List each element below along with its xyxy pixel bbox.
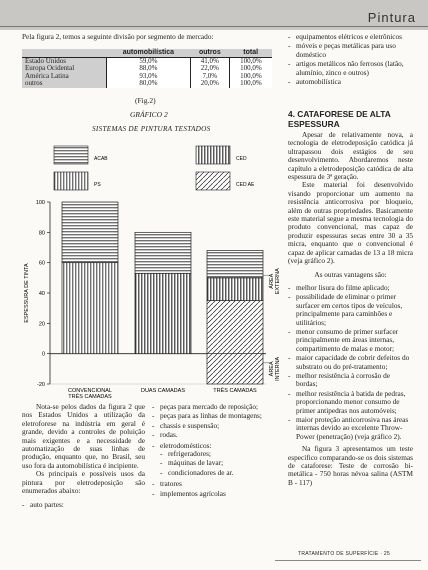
area-annotation: ÁREA	[269, 361, 275, 377]
value-cell: 41,0%	[190, 57, 229, 65]
column-header: total	[229, 49, 272, 57]
value-cell: 100,0%	[229, 57, 272, 65]
list-item: - refrigeradores;	[160, 450, 276, 458]
bar-segment	[207, 301, 263, 354]
value-cell: 100,0%	[229, 80, 272, 88]
bar-segment	[207, 251, 263, 278]
region-cell: Europa Ocidental	[25, 64, 75, 72]
list-item: - peças para as linhas de montagens;	[152, 412, 276, 420]
list-item: - implementos agrícolas	[152, 490, 276, 498]
page-footer: TRATAMENTO DE SUPERFÍCIE · 25	[298, 551, 391, 557]
value-cell: 88,0%	[106, 65, 190, 73]
bar-segment	[135, 232, 191, 273]
list-item: - móveis e peças metálicas para uso doméstico	[288, 42, 413, 59]
list-item: - chassis e suspensão;	[152, 422, 276, 430]
list-item: - melhor lisura do filme aplicado;	[288, 284, 413, 292]
list-item: - rodas.	[152, 431, 276, 439]
value-cell: 80,0%	[106, 80, 190, 88]
y-tick-label: 20	[38, 321, 45, 328]
advantages-list	[288, 284, 413, 441]
y-axis-label: ESPESSURA DE TINTA	[24, 263, 30, 323]
area-annotation: ÁREA	[269, 273, 275, 289]
table-row	[22, 80, 272, 88]
list-item: - melhor resistência à corrosão de bordas;	[288, 372, 413, 389]
intro-text: Pela figura 2, temos a seguinte divisão por segmento de mercado:	[22, 32, 214, 41]
list-item	[152, 442, 276, 478]
paint-systems-chart	[18, 138, 281, 400]
y-tick-label: 40	[38, 291, 45, 297]
bar-segment	[207, 354, 263, 384]
list-item: - possibilidade de eliminar o primer surfacer em certos tipos de veículos, principalmente para caminhões e utilitários;	[288, 293, 413, 327]
left-bottom-column	[22, 403, 145, 511]
y-tick-label: 100	[35, 200, 45, 206]
table-corner	[22, 49, 106, 57]
category-label: CONVENCIONAL	[67, 388, 113, 394]
y-tick-label: 60	[38, 260, 45, 267]
column-header: outros	[190, 49, 229, 57]
list-item: - auto partes:	[22, 501, 145, 509]
legend-swatch	[196, 146, 230, 164]
section-title: Pintura	[367, 10, 416, 25]
legend-swatch	[54, 172, 88, 190]
bar-segment	[62, 202, 118, 263]
category-label: DUAS CAMADAS	[140, 388, 186, 394]
region-cell: América Latina	[25, 71, 69, 80]
auto-parts-list	[152, 403, 276, 498]
figure-caption: (Fig.2)	[135, 96, 156, 105]
header-rule	[0, 26, 428, 27]
value-cell: 7,0%	[190, 73, 229, 81]
value-cell: 93,0%	[106, 73, 190, 81]
area-annotation: INTERNA	[275, 356, 281, 381]
legend-label: CED	[236, 156, 247, 162]
area-annotation: EXTERNA	[275, 268, 281, 295]
value-cell: 20,0%	[190, 80, 229, 88]
y-tick-label: 80	[38, 230, 45, 237]
paragraph: Este material foi desenvolvido visando proporcionar um aumento na resistência anticorrosiva por bloqueio, além de outras propriedades. Basicamente este material segue a mesma tecnologia do produto convencional, mas capaz de produzir espessuras secas entre 30 a 35 micra, enquanto que o convencional é capaz de aplicar camadas de 13 a 18 micra (veja gráfico 2).	[288, 180, 413, 266]
list-item: - condicionadores de ar.	[160, 469, 276, 477]
other-uses-list	[288, 33, 413, 86]
value-cell: 59,0%	[106, 57, 190, 65]
list-item: - equipamentos elétricos e eletrônicos	[288, 33, 413, 41]
column-header: automobilística	[106, 49, 190, 57]
list-item: - artigos metálicos não ferrosos (latão, alumínio, zinco e outros)	[288, 60, 413, 77]
region-cell: outros	[25, 79, 43, 87]
bar-segment	[135, 273, 191, 353]
uses-list	[22, 501, 145, 509]
legend-label: CED AE	[236, 182, 255, 188]
list-item: - tratores	[152, 480, 276, 488]
paragraph: Os principais e possíveis usos da pintura por eletrodeposição são enumerados abaixo:	[22, 469, 145, 496]
list-item: - automobilística	[288, 78, 413, 86]
eletro-sublist	[160, 450, 276, 477]
list-item: - máquinas de lavar;	[160, 459, 276, 467]
paragraph: As outras vantagens são:	[314, 269, 387, 279]
section-heading: 4. CATAFORESE DE ALTA ESPESSURA	[288, 109, 391, 129]
chart-subtitle: SISTEMAS DE PINTURA TESTADOS	[92, 125, 211, 133]
chart-title: GRÁFICO 2	[130, 110, 168, 119]
category-label: TRÊS CAMADAS	[213, 388, 257, 394]
paragraph: Nota-se pelos dados da figura 2 que nos Estados Unidos a utilização da eletroforese na indústria em geral é grande, devido a controles de poluição mais exigentes e a necessidade de automatização de suas linhas de produção, enquanto que, no Brasil, seu uso fora da automobilística é incipiente.	[22, 402, 145, 470]
list-item: - peças para mercado de reposição;	[152, 403, 276, 411]
y-tick-label: 0	[41, 351, 45, 358]
y-tick-label: -20	[37, 382, 45, 388]
legend-swatch	[54, 146, 88, 164]
legend-label: PS	[94, 182, 101, 188]
legend-swatch	[196, 172, 230, 190]
section4-body	[288, 131, 413, 487]
value-cell: 22,0%	[190, 65, 229, 73]
paragraph: Na figura 3 apresentamos um teste específico comparando-se os dois sistemas de cataforese: Teste de corrosão bi-metálica - 750 horas névoa salina (ASTM B - 117)	[288, 444, 413, 487]
footer-rule	[275, 560, 421, 561]
mid-bottom-column	[152, 403, 276, 499]
legend-label: ACAB	[94, 156, 108, 162]
list-item: - maior proteção anticorrosiva nas áreas internas devido ao excelente Throw-Power (penetração) (veja gráfico 2).	[288, 416, 413, 441]
bar-segment	[62, 263, 118, 354]
list-item: - menor consumo de primer surfacer principalmente em áreas internas, compartimento de malas e motor;	[288, 328, 413, 353]
region-cell: Estado Unidos	[25, 56, 67, 65]
value-cell: 100,0%	[229, 73, 272, 81]
paragraph: Apesar de relativamente nova, a tecnologia de eletrodeposição catódica já ultrapassou dois estágios de seu desenvolvimento. Abordaremos neste capítulo a eletrodeposição catódica de alta espessura de 3ª geração.	[288, 130, 413, 182]
eletro-title: eletrodomésticos:	[160, 440, 212, 450]
right-column-list	[288, 33, 413, 87]
value-cell: 100,0%	[229, 65, 272, 73]
category-label: TRÊS CAMADAS	[68, 394, 112, 400]
market-table	[22, 49, 272, 88]
bar-segment	[207, 278, 263, 301]
list-item: - melhor resistência à batida de pedras, proporcionando menor consumo de primer antipedras nos automóveis;	[288, 390, 413, 415]
list-item: - maior capacidade de cobrir defeitos do substrato ou do pré-tratamento;	[288, 354, 413, 371]
